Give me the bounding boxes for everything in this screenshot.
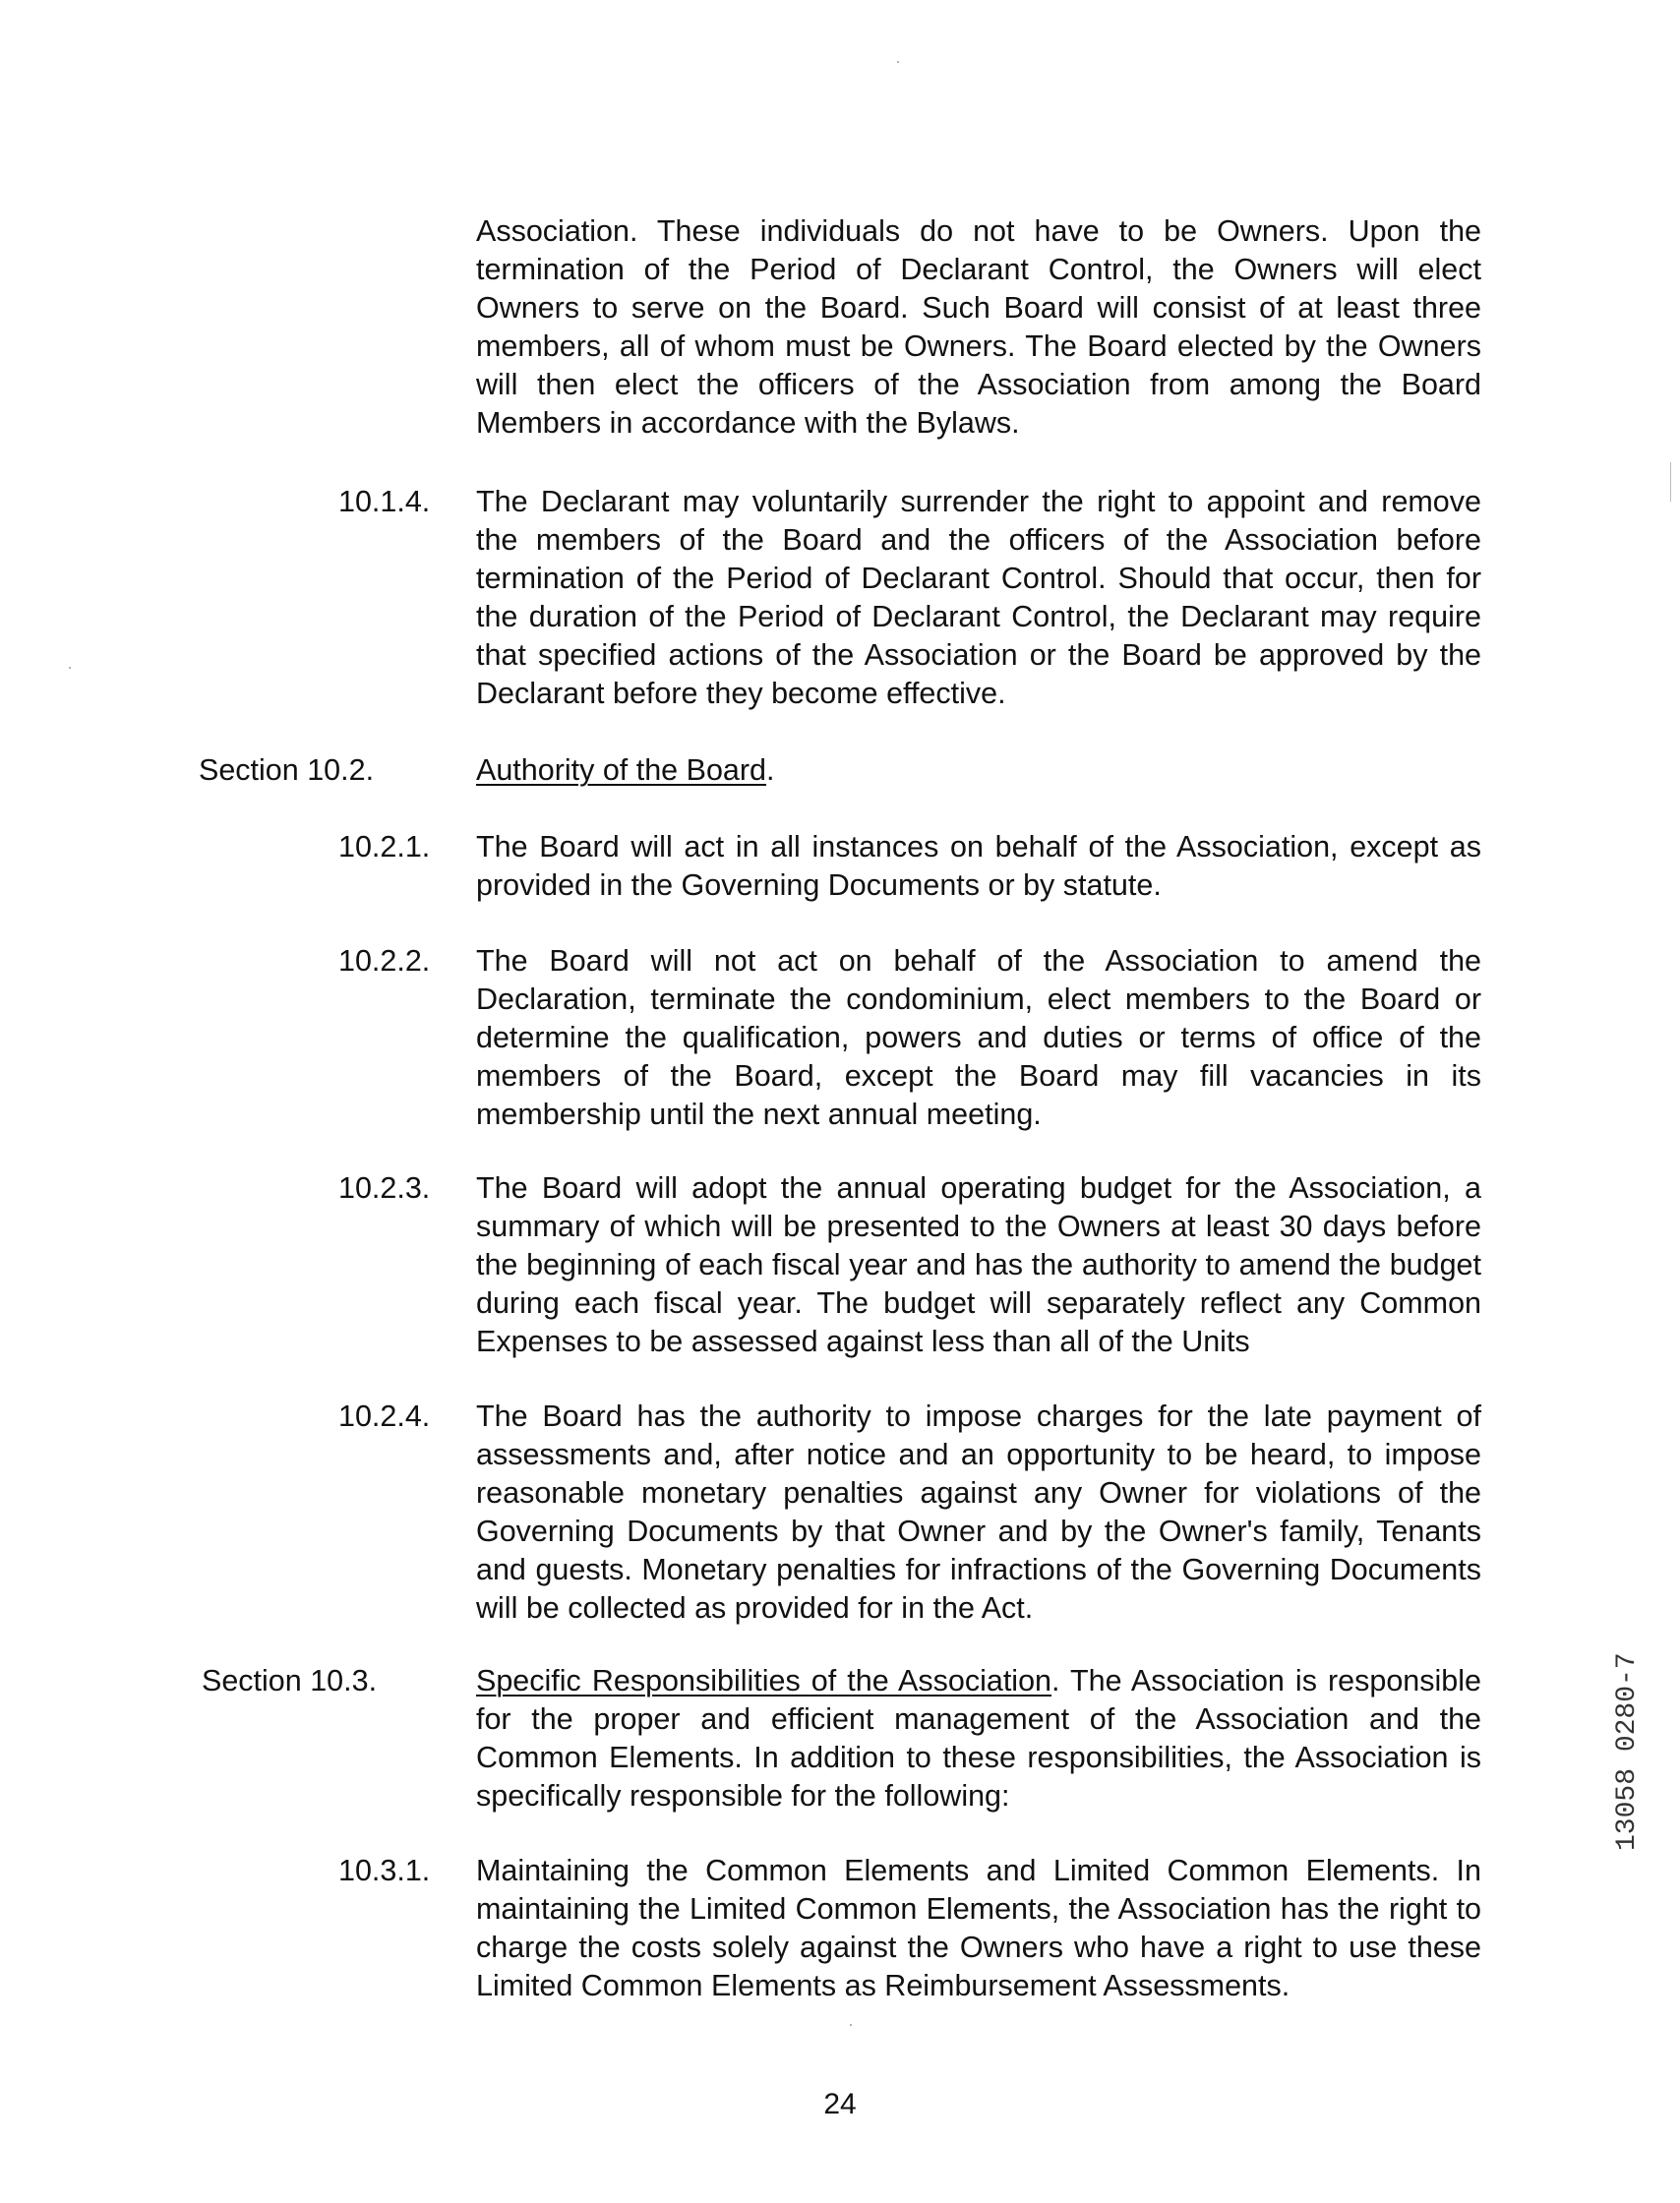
section-heading-10-3: Specific Responsibilities of the Association [476,1664,1052,1697]
section-text-10-3: . The Association is responsible for the proper and efficient management of the Association and the Common Elements. In addition to these responsibilities, the Association is specifically responsible for the following: [476,1664,1481,1813]
scan-speck [897,61,899,63]
item-text-10-2-1: The Board will act in all instances on behalf of the Association, except as provided in the Governing Documents or by statute. [476,830,1481,902]
item-number-10-2-2: 10.2.2. [338,944,431,978]
item-text-10-1-4: The Declarant may voluntarily surrender the right to appoint and remove the members of the Board and the officers of the Association before termination of the Period of Declarant Control. Should that occur, then for the duration of the Period of Declarant Control, the Declarant may require that specified actions of the Association or the Board be approved by the Declarant before they become effective. [476,485,1481,710]
item-text-10-2-4: The Board has the authority to impose charges for the late payment of assessments and, after notice and an opportunity to be heard, to impose reasonable monetary penalties against any Owner for violations of the Governing Documents by that Owner and by the Owner's family, Tenants and guests. Monetary penalties for infractions of the Governing Documents will be collected as provided for in the Act. [476,1399,1481,1625]
recording-stamp: 13058 0280-7 [1612,1652,1643,1851]
item-number-10-1-4: 10.1.4. [338,485,431,518]
item-number-10-2-1: 10.2.1. [338,830,431,863]
item-number-10-2-4: 10.2.4. [338,1399,431,1433]
scan-speck [69,667,71,669]
section-heading-10-2 [476,751,1481,790]
section-heading-text: Authority of the Board [476,753,767,787]
item-number-10-3-1: 10.3.1. [338,1854,431,1887]
item-text-10-2-3: The Board will adopt the annual operating budget for the Association, a summary of which will be presented to the Owners at least 30 days before the beginning of each fiscal year and has the authority to amend the budget during each fiscal year. The budget will separately reflect any Common Expenses to be assessed against less than all of the Units [476,1171,1481,1358]
item-number-10-2-3: 10.2.3. [338,1171,431,1205]
section-number-10-3: Section 10.3. [202,1664,378,1697]
item-text-10-3-1: Maintaining the Common Elements and Limited Common Elements. In maintaining the Limited Common Elements, the Association has the right to charge the costs solely against the Owners who have a right to use these Limited Common Elements as Reimbursement Assessments. [476,1854,1481,2002]
page-number: 24 [823,2088,857,2120]
item-text-10-2-2: The Board will not act on behalf of the Association to amend the Declaration, terminate the condominium, elect members to the Board or determine the qualification, powers and duties or terms of office of the members of the Board, except the Board may fill vacancies in its membership until the next annual meeting. [476,944,1481,1131]
continuation-paragraph: Association. These individuals do not have to be Owners. Upon the termination of the Period of Declarant Control, the Owners will elect Owners to serve on the Board. Such Board will consist of at least three members, all of whom must be Owners. The Board elected by the Owners will then elect the officers of the Association from among the Board Members in accordance with the Bylaws. [476,214,1481,440]
section-number-10-2: Section 10.2. [199,753,375,787]
section-heading-punctuation: . [766,753,775,787]
scan-speck [850,2024,852,2026]
section-paragraph-10-3 [476,1662,1481,1816]
scan-edge-mark [1670,462,1671,502]
